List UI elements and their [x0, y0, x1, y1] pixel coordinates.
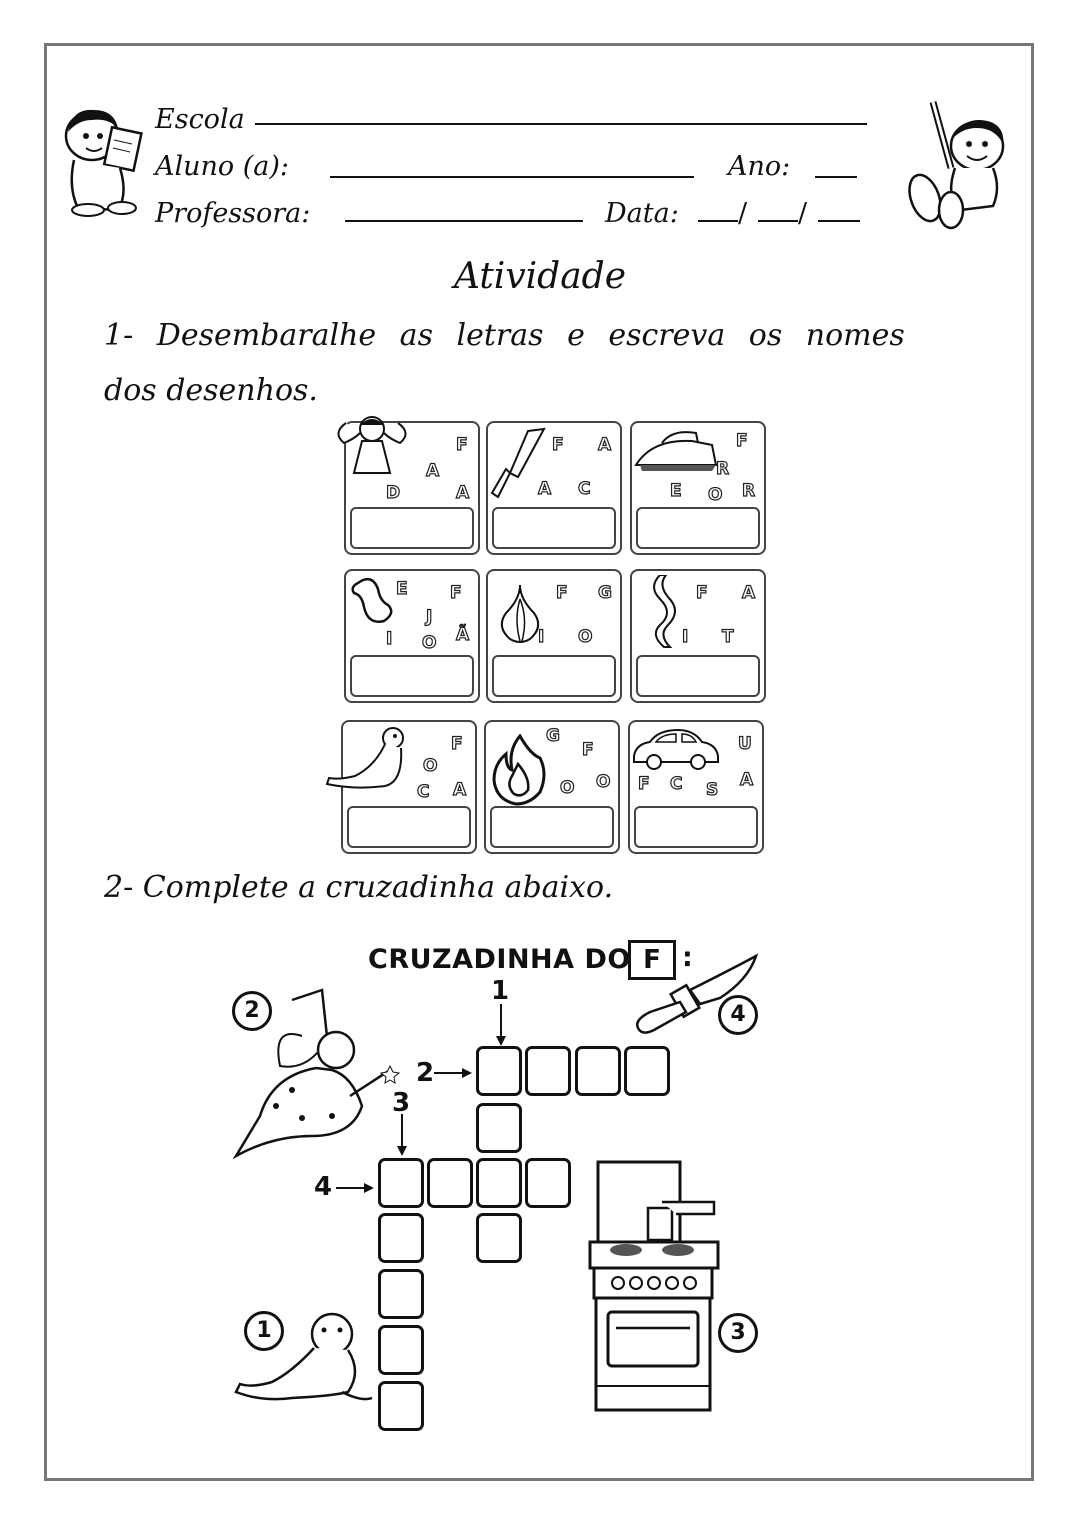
- bean-icon: [348, 575, 398, 627]
- escola-field[interactable]: [255, 123, 867, 125]
- scrambled-letter: F: [456, 435, 468, 455]
- scrambled-letter: F: [556, 583, 568, 603]
- scrambled-letter: A: [598, 435, 612, 455]
- answer-box[interactable]: [350, 507, 474, 549]
- question-2: 2- Complete a cruzadinha abaixo.: [104, 870, 614, 905]
- scrambled-letter: C: [578, 479, 591, 499]
- scrambled-letter: O: [708, 485, 723, 505]
- data-label: Data:: [605, 198, 679, 229]
- scrambled-letter: E: [396, 579, 408, 599]
- word-card: [486, 569, 622, 703]
- picture-number-3: 3: [718, 1313, 758, 1353]
- scrambled-letter: I: [538, 627, 545, 647]
- right-arrow-2: [434, 1066, 474, 1080]
- question-1-line-2: dos desenhos.: [104, 373, 318, 408]
- word-card: [628, 720, 764, 854]
- flag-letter: F: [628, 940, 676, 980]
- scrambled-letter: F: [736, 431, 748, 451]
- crossword-title: CRUZADINHA DO: [368, 944, 631, 975]
- scrambled-letter: F: [696, 583, 708, 603]
- crossword-cell[interactable]: [378, 1325, 424, 1375]
- answer-box[interactable]: [634, 806, 758, 848]
- crossword-cell[interactable]: [476, 1158, 522, 1208]
- question-1-line-1: 1- Desembaralhe as letras e escreva os nomes: [104, 318, 905, 353]
- clue-number-1: 1: [491, 976, 510, 1006]
- knife-icon: [630, 950, 760, 1040]
- word-card: [484, 720, 620, 854]
- scrambled-letter: J: [426, 607, 433, 627]
- scrambled-letter: C: [417, 782, 430, 802]
- scrambled-letter: R: [742, 481, 756, 501]
- crossword-cell[interactable]: [378, 1269, 424, 1319]
- crossword-cell[interactable]: [575, 1046, 621, 1096]
- scrambled-letter: I: [682, 627, 689, 647]
- scrambled-letter: A: [456, 483, 470, 503]
- scrambled-letter: C: [670, 774, 683, 794]
- answer-box[interactable]: [492, 507, 616, 549]
- clue-number-3: 3: [392, 1088, 411, 1118]
- scrambled-letter: O: [423, 756, 438, 776]
- scrambled-letter: A: [453, 780, 467, 800]
- date-separator: /: [798, 198, 808, 229]
- escola-label: Escola: [155, 104, 245, 135]
- professora-label: Professora:: [155, 198, 311, 229]
- picture-number-4: 4: [718, 995, 758, 1035]
- scrambled-letter: G: [598, 583, 612, 603]
- fairy-icon: [232, 986, 402, 1166]
- down-arrow-1: [494, 1004, 508, 1048]
- aluno-label: Aluno (a):: [155, 151, 290, 182]
- answer-box[interactable]: [350, 655, 474, 697]
- crossword-cell[interactable]: [378, 1381, 424, 1431]
- seal-icon: [232, 1312, 378, 1418]
- ribbon-icon: [640, 575, 680, 651]
- scrambled-letter: O: [422, 633, 437, 653]
- scrambled-letter: S: [706, 780, 719, 800]
- word-card: [630, 569, 766, 703]
- scrambled-letter: R: [716, 459, 730, 479]
- scrambled-letter: A: [742, 583, 756, 603]
- picture-number-1: 1: [244, 1311, 284, 1351]
- scrambled-letter: I: [386, 629, 393, 649]
- fairy-icon: [332, 413, 412, 487]
- crossword-cell[interactable]: [476, 1046, 522, 1096]
- clue-number-2: 2: [416, 1058, 435, 1088]
- crossword-cell[interactable]: [476, 1213, 522, 1263]
- crossword-cell[interactable]: [525, 1158, 571, 1208]
- answer-box[interactable]: [636, 507, 760, 549]
- scrambled-letter: G: [546, 726, 560, 746]
- date-day-field[interactable]: [698, 220, 738, 222]
- right-arrow-4: [336, 1181, 376, 1195]
- word-card: [344, 569, 480, 703]
- word-card: [341, 720, 477, 854]
- scrambled-letter: O: [596, 772, 611, 792]
- clue-number-4: 4: [314, 1172, 333, 1202]
- date-month-field[interactable]: [758, 220, 798, 222]
- scrambled-letter: F: [552, 435, 564, 455]
- scrambled-letter: U: [738, 734, 752, 754]
- scrambled-letter: T: [722, 627, 734, 647]
- date-separator: /: [738, 198, 748, 229]
- scrambled-letter: O: [578, 627, 593, 647]
- word-card: [344, 421, 480, 555]
- word-card: [630, 421, 766, 555]
- crossword-cell[interactable]: [525, 1046, 571, 1096]
- iron-icon: [632, 425, 722, 475]
- scrambled-letter: E: [670, 481, 682, 501]
- seal-icon: [325, 726, 409, 792]
- ano-field[interactable]: [815, 176, 857, 178]
- aluno-field[interactable]: [330, 176, 694, 178]
- crossword-title-colon: :: [682, 942, 694, 973]
- crossword-cell[interactable]: [624, 1046, 670, 1096]
- answer-box[interactable]: [490, 806, 614, 848]
- answer-box[interactable]: [636, 655, 760, 697]
- crossword-cell[interactable]: [427, 1158, 473, 1208]
- scrambled-letter: D: [386, 483, 401, 503]
- date-year-field[interactable]: [818, 220, 860, 222]
- scrambled-letter: A: [538, 479, 552, 499]
- crossword-cell[interactable]: [476, 1103, 522, 1153]
- scrambled-letter: O: [560, 778, 575, 798]
- word-card: [486, 421, 622, 555]
- stove-icon: [586, 1158, 720, 1418]
- answer-box[interactable]: [492, 655, 616, 697]
- crossword-cell[interactable]: [378, 1213, 424, 1263]
- scrambled-letter: F: [638, 774, 650, 794]
- scrambled-letter: F: [582, 740, 594, 760]
- scrambled-letter: A: [740, 770, 754, 790]
- ano-label: Ano:: [728, 151, 791, 182]
- answer-box[interactable]: [347, 806, 471, 848]
- reading-child-icon: [58, 98, 150, 218]
- scrambled-letter: Ã: [456, 625, 470, 645]
- page-title: Atividade: [453, 256, 627, 297]
- fire-icon: [490, 734, 550, 808]
- scrambled-letter: F: [450, 583, 462, 603]
- professora-field[interactable]: [345, 220, 583, 222]
- scrambled-letter: A: [426, 461, 440, 481]
- car-icon: [630, 726, 722, 772]
- picture-number-2: 2: [232, 991, 272, 1031]
- scrambled-letter: F: [451, 734, 463, 754]
- child-with-pencil-icon: [905, 98, 1015, 230]
